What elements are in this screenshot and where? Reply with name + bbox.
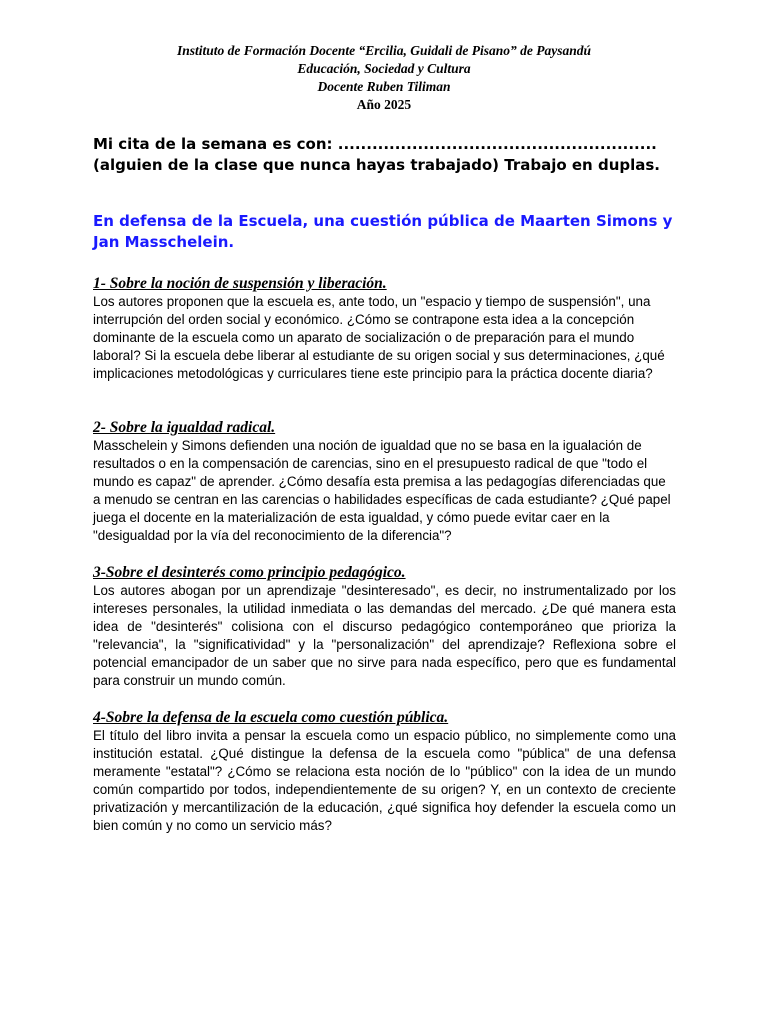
section-body: Los autores proponen que la escuela es, ante todo, un "espacio y tiempo de suspensión", una interrupción del orden social y económico. ¿Cómo se contrapone esta idea a la concepción dominante de la escuela como un aparato de socialización o de preparación para el mundo laboral? Si la escuela debe liberar al estudiante de su origen social y sus determinaciones, ¿qué implicaciones metodológicas y curriculares tiene este principio para la práctica docente diaria? xyxy=(93,294,665,381)
section-heading: 3-Sobre el desinterés como principio pedagógico. xyxy=(93,564,406,581)
section-heading: 1- Sobre la noción de suspensión y liberación. xyxy=(93,275,387,292)
section-body: Los autores abogan por un aprendizaje "desinteresado", es decir, no instrumentalizado por los intereses personales, la utilidad inmediata o las demandas del mercado. ¿De qué manera esta idea de "desinterés" colisiona con el discurso pedagógico contemporáneo que prioriza la "relevancia", la "significatividad" y la "personalización" del aprendizaje? Reflexiona sobre el potencial emancipador de un saber que no sirve para nada específico, pero que es fundamental para construir un mundo común. xyxy=(93,583,676,688)
weekly-appointment xyxy=(93,134,693,176)
book-title: En defensa de la Escuela, una cuestión pública de Maarten Simons y Jan Masschelein. xyxy=(93,212,673,251)
section-heading: 2- Sobre la igualdad radical. xyxy=(93,419,276,436)
year-label: Año 2025 xyxy=(356,97,412,112)
appointment-note: (alguien de la clase que nunca hayas trabajado) Trabajo en duplas. xyxy=(93,156,661,174)
appointment-label: Mi cita de la semana es con: ........................................................ xyxy=(93,135,657,153)
section-body: El título del libro invita a pensar la escuela como un espacio público, no simplemente como una institución estatal. ¿Qué distingue la defensa de la escuela como "pública" de una defensa meramente "estatal"? ¿Cómo se relaciona esta noción de lo "público" con la idea de un mundo común compartido por todos, independientemente de su origen? Y, en un contexto de creciente privatización y mercantilización de la educación, ¿qué significa hoy defender la escuela como un bien común y no como un servicio más? xyxy=(93,728,676,833)
institution-name: Instituto de Formación Docente “Ercilia, Guidali de Pisano” de Paysandú xyxy=(176,43,592,58)
teacher-name: Docente Ruben Tiliman xyxy=(317,79,451,94)
section-2 xyxy=(93,418,676,545)
document-header xyxy=(90,42,678,114)
section-4 xyxy=(93,708,676,835)
course-name: Educación, Sociedad y Cultura xyxy=(297,61,471,76)
section-body: Masschelein y Simons defienden una noción de igualdad que no se basa en la igualación de resultados o en la compensación de carencias, sino en el presupuesto radical de que "todo el mundo es capaz" de aprender. ¿Cómo desafía esta premisa a las pedagogías diferenciadas que a menudo se centran en las carencias o habilidades específicas de cada estudiante? ¿Qué papel juega el docente en la materialización de esta igualdad, y cómo puede evitar caer en la "desigualdad por la vía del reconocimiento de la diferencia"? xyxy=(93,438,671,543)
section-3 xyxy=(93,563,676,690)
section-1 xyxy=(93,274,676,383)
section-heading: 4-Sobre la defensa de la escuela como cuestión pública. xyxy=(93,709,449,726)
